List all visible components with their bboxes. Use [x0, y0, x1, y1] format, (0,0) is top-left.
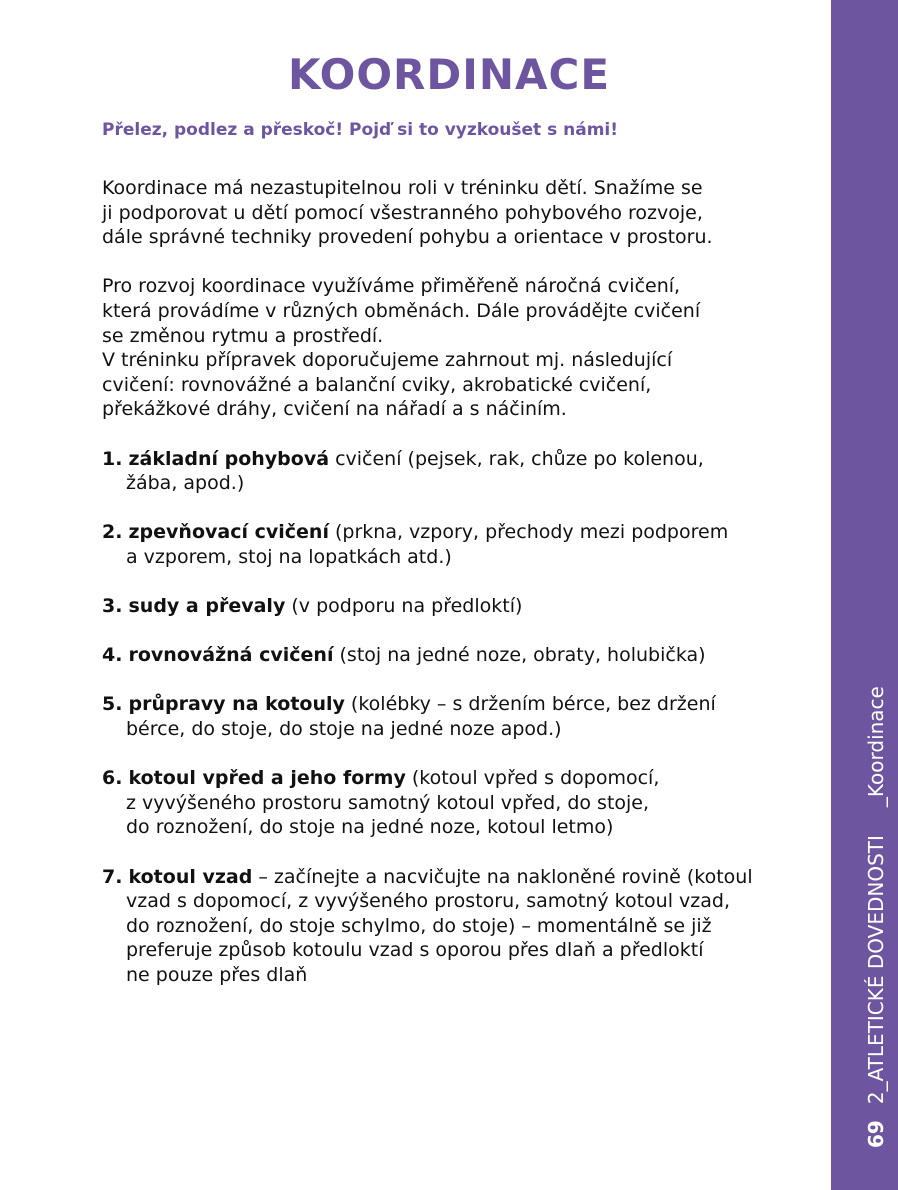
- exercise-item-line: [102, 520, 822, 545]
- exercise-item-line: [102, 692, 822, 717]
- exercise-number: 7.: [102, 865, 123, 888]
- exercise-item: [102, 447, 822, 496]
- exercise-name: základní pohybová: [128, 447, 330, 470]
- exercise-item: [102, 594, 822, 619]
- text-line: která provádíme v různých obměnách. Dále provádějte cvičení: [102, 299, 701, 322]
- exercise-name: rovnovážná cvičení: [128, 644, 334, 667]
- exercise-name: průpravy na kotouly: [128, 693, 345, 716]
- exercise-item-line: [102, 766, 822, 791]
- intro-paragraph-2: [102, 274, 822, 422]
- exercise-description: (kolébky – s držením bérce, bez držení: [344, 693, 716, 716]
- exercise-name: zpevňovací cvičení: [128, 521, 329, 544]
- text-line: dále správné techniky provedení pohybu a orientace v prostoru.: [102, 226, 713, 249]
- exercise-number: 6.: [102, 767, 123, 790]
- exercise-description: cvičení (pejsek, rak, chůze po kolenou,: [329, 447, 704, 470]
- text-line: Pro rozvoj koordinace využíváme přiměřeně náročná cvičení,: [102, 275, 681, 298]
- text-line: se změnou rytmu a prostředí.: [102, 324, 384, 347]
- exercise-item-line: do roznožení, do stoje na jedné noze, kotoul letmo): [126, 816, 614, 839]
- exercise-item: [102, 520, 822, 569]
- text-line: ji podporovat u dětí pomocí všestranného pohybového rozvoje,: [102, 201, 703, 224]
- exercise-item-line: preferuje způsob kotoulu vzad s oporou přes dlaň a předloktí: [126, 939, 704, 962]
- exercise-description: – začínejte a nacvičujte na nakloněné rovině (kotoul: [252, 865, 753, 888]
- section-title: 2_ATLETICKÉ DOVEDNOSTI: [864, 835, 888, 1105]
- exercise-item-line: ne pouze přes dlaň: [126, 964, 308, 986]
- exercise-list: [102, 447, 822, 988]
- exercise-number: 4.: [102, 644, 123, 667]
- exercise-name: sudy a převaly: [128, 595, 286, 618]
- page-subtitle: Přelez, podlez a přeskoč! Pojď si to vyzkoušet s námi!: [102, 120, 618, 140]
- exercise-number: 2.: [102, 521, 123, 544]
- text-line: V tréninku přípravek doporučujeme zahrnout mj. následující: [102, 349, 673, 372]
- exercise-item-line: a vzporem, stoj na lopatkách atd.): [126, 545, 452, 568]
- exercise-item-line: bérce, do stoje, do stoje na jedné noze apod.): [126, 718, 562, 741]
- exercise-item-line: žába, apod.): [126, 472, 245, 495]
- intro-paragraph-1: [102, 176, 822, 250]
- exercise-item: [102, 766, 822, 840]
- exercise-item-line: [102, 865, 822, 890]
- exercise-item-line: vzad s dopomocí, z vyvýšeného prostoru, samotný kotoul vzad,: [126, 890, 731, 913]
- exercise-item: [102, 865, 822, 988]
- exercise-item: [102, 692, 822, 741]
- exercise-description: (stoj na jedné noze, obraty, holubička): [333, 644, 706, 667]
- exercise-item: [102, 643, 822, 668]
- sidebar-label: [864, 686, 888, 1148]
- exercise-item-line: [102, 594, 822, 619]
- exercise-description: (kotoul vpřed s dopomocí,: [405, 767, 660, 790]
- text-line: Koordinace má nezastupitelnou roli v tréninku dětí. Snažíme se: [102, 177, 703, 199]
- subsection-title: _Koordinace: [864, 686, 888, 808]
- page-number: 69: [864, 1120, 888, 1148]
- page-title: KOORDINACE: [287, 50, 611, 99]
- exercise-item-line: z vyvýšeného prostoru samotný kotoul vpřed, do stoje,: [126, 791, 650, 814]
- exercise-item-line: [102, 643, 822, 668]
- text-line: překážkové dráhy, cvičení na nářadí a s náčiním.: [102, 398, 567, 421]
- sidebar: [831, 0, 898, 1190]
- exercise-item-line: do roznožení, do stoje schylmo, do stoje) – momentálně se již: [126, 914, 712, 937]
- exercise-number: 5.: [102, 693, 123, 716]
- exercise-name: kotoul vzad: [128, 865, 253, 888]
- exercise-item-line: [102, 447, 822, 472]
- exercise-number: 1.: [102, 447, 123, 470]
- main-content: [102, 176, 822, 988]
- exercise-description: (v podporu na předloktí): [285, 595, 523, 618]
- text-line: cvičení: rovnovážné a balanční cviky, akrobatické cvičení,: [102, 373, 652, 396]
- exercise-description: (prkna, vzpory, přechody mezi podporem: [328, 521, 729, 544]
- exercise-number: 3.: [102, 595, 123, 618]
- exercise-name: kotoul vpřed a jeho formy: [128, 767, 406, 790]
